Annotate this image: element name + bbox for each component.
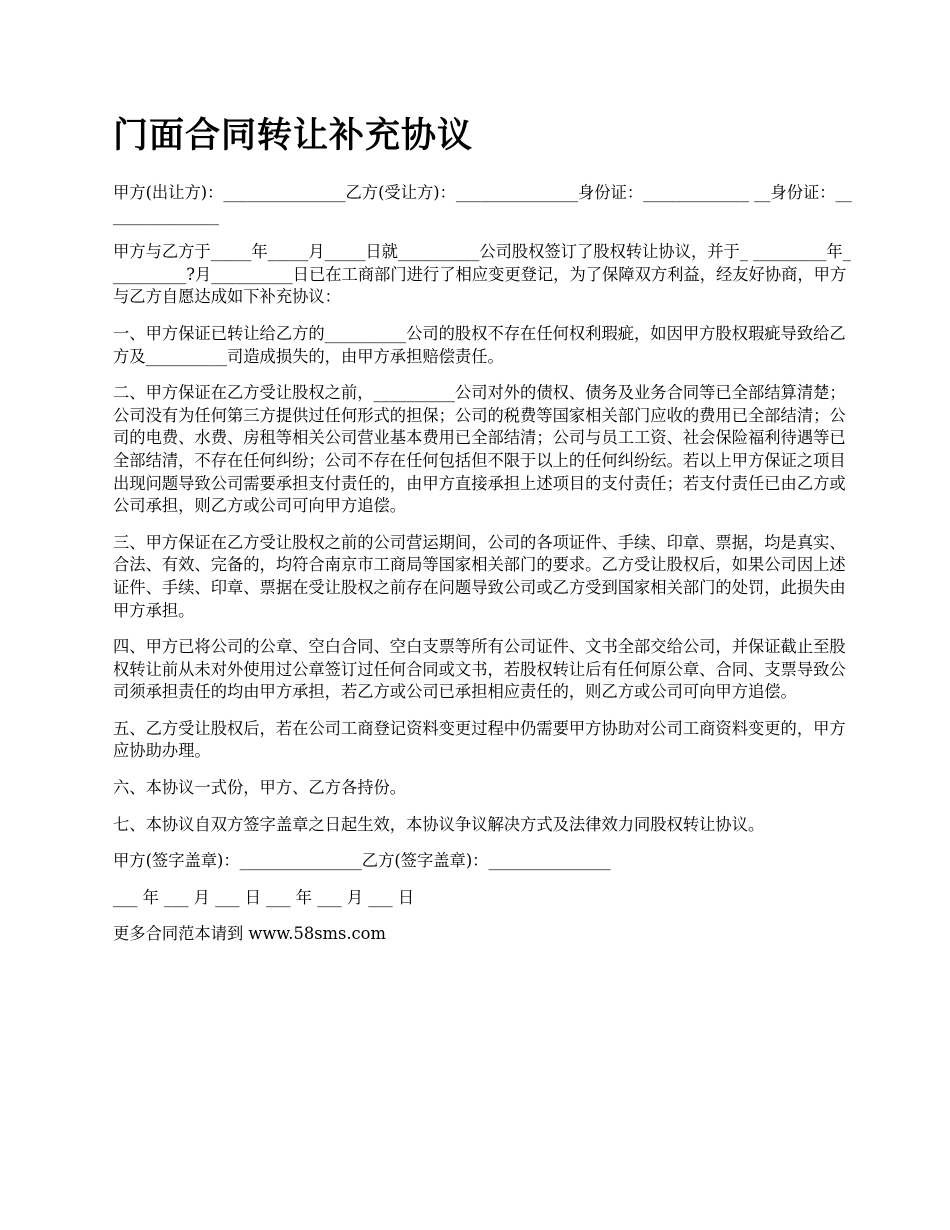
signature-line: 甲方(签字盖章)：_______________乙方(签字盖章)：_______________ [113,851,611,871]
document-page [113,110,858,960]
date-line: ___ 年 ___ 月 ___ 日 ___ 年 ___ 月 ___ 日 [113,887,415,907]
parties-line: 甲方(出让方)：_______________乙方(受让方)：_______________身份证：_____________ __身份证：_______________ [113,183,852,225]
clause-5: 五、乙方受让股权后，若在公司工商登记资料变更过程中仍需要甲方协助对公司工商资料变更的，甲方应协助办理。 [113,718,846,761]
clause-1: 一、甲方保证已转让给乙方的__________公司的股权不存在任何权利瑕疵，如因甲方股权瑕疵导致给乙方及__________司造成损失的，由甲方承担赔偿责任。 [113,323,846,366]
footer-note: 更多合同范本请到 www.58sms.com [113,924,386,944]
clause-3: 三、甲方保证在乙方受让股权之前的公司营运期间，公司的各项证件、手续、印章、票据，均是真实、合法、有效、完备的，均符合南京市工商局等国家相关部门的要求。乙方受让股权后，如果公司因上述证件、手续、印章、票据在受让股权之前存在问题导致公司或乙方受到国家相关部门的处罚，此损失由甲方承担。 [113,532,846,620]
clause-2: 二、甲方保证在乙方受让股权之前，__________公司对外的债权、债务及业务合同等已全部结算清楚；公司没有为任何第三方提供过任何形式的担保；公司的税费等国家相关部门应收的费用已全部结清；公司的电费、水费、房租等相关公司营业基本费用已全部结清；公司与员工工资、社会保险福利待遇等已全部结清，不存在任何纠纷；公司不存在任何包括但不限于以上的任何纠纷纭。若以上甲方保证之项目出现问题导致公司需要承担支付责任的，由甲方直接承担上述项目的支付责任；若支付责任已由乙方或公司承担，则乙方或公司可向甲方追偿。 [113,383,846,516]
preamble-paragraph: 甲方与乙方于_____年_____月_____日就__________公司股权签订了股权转让协议，并于_ _________年__________?月__________日已在工商部门进行了相应变更登记，为了保障双方利益，经友好协商，甲方与乙方自愿达成如下补充协议： [113,242,851,307]
clause-6: 六、本协议一式份，甲方、乙方各持份。 [113,778,407,798]
clause-4: 四、甲方已将公司的公章、空白合同、空白支票等所有公司证件、文书全部交给公司，并保证截止至股权转让前从未对外使用过公章签订过任何合同或文书，若股权转让后有任何原公章、合同、支票导致公司须承担责任的均由甲方承担，若乙方或公司已承担相应责任的，则乙方或公司可向甲方追偿。 [113,637,846,702]
document-title: 门面合同转让补充协议 [113,116,474,156]
clause-7: 七、本协议自双方签字盖章之日起生效，本协议争议解决方式及法律效力同股权转让协议。 [113,814,765,834]
